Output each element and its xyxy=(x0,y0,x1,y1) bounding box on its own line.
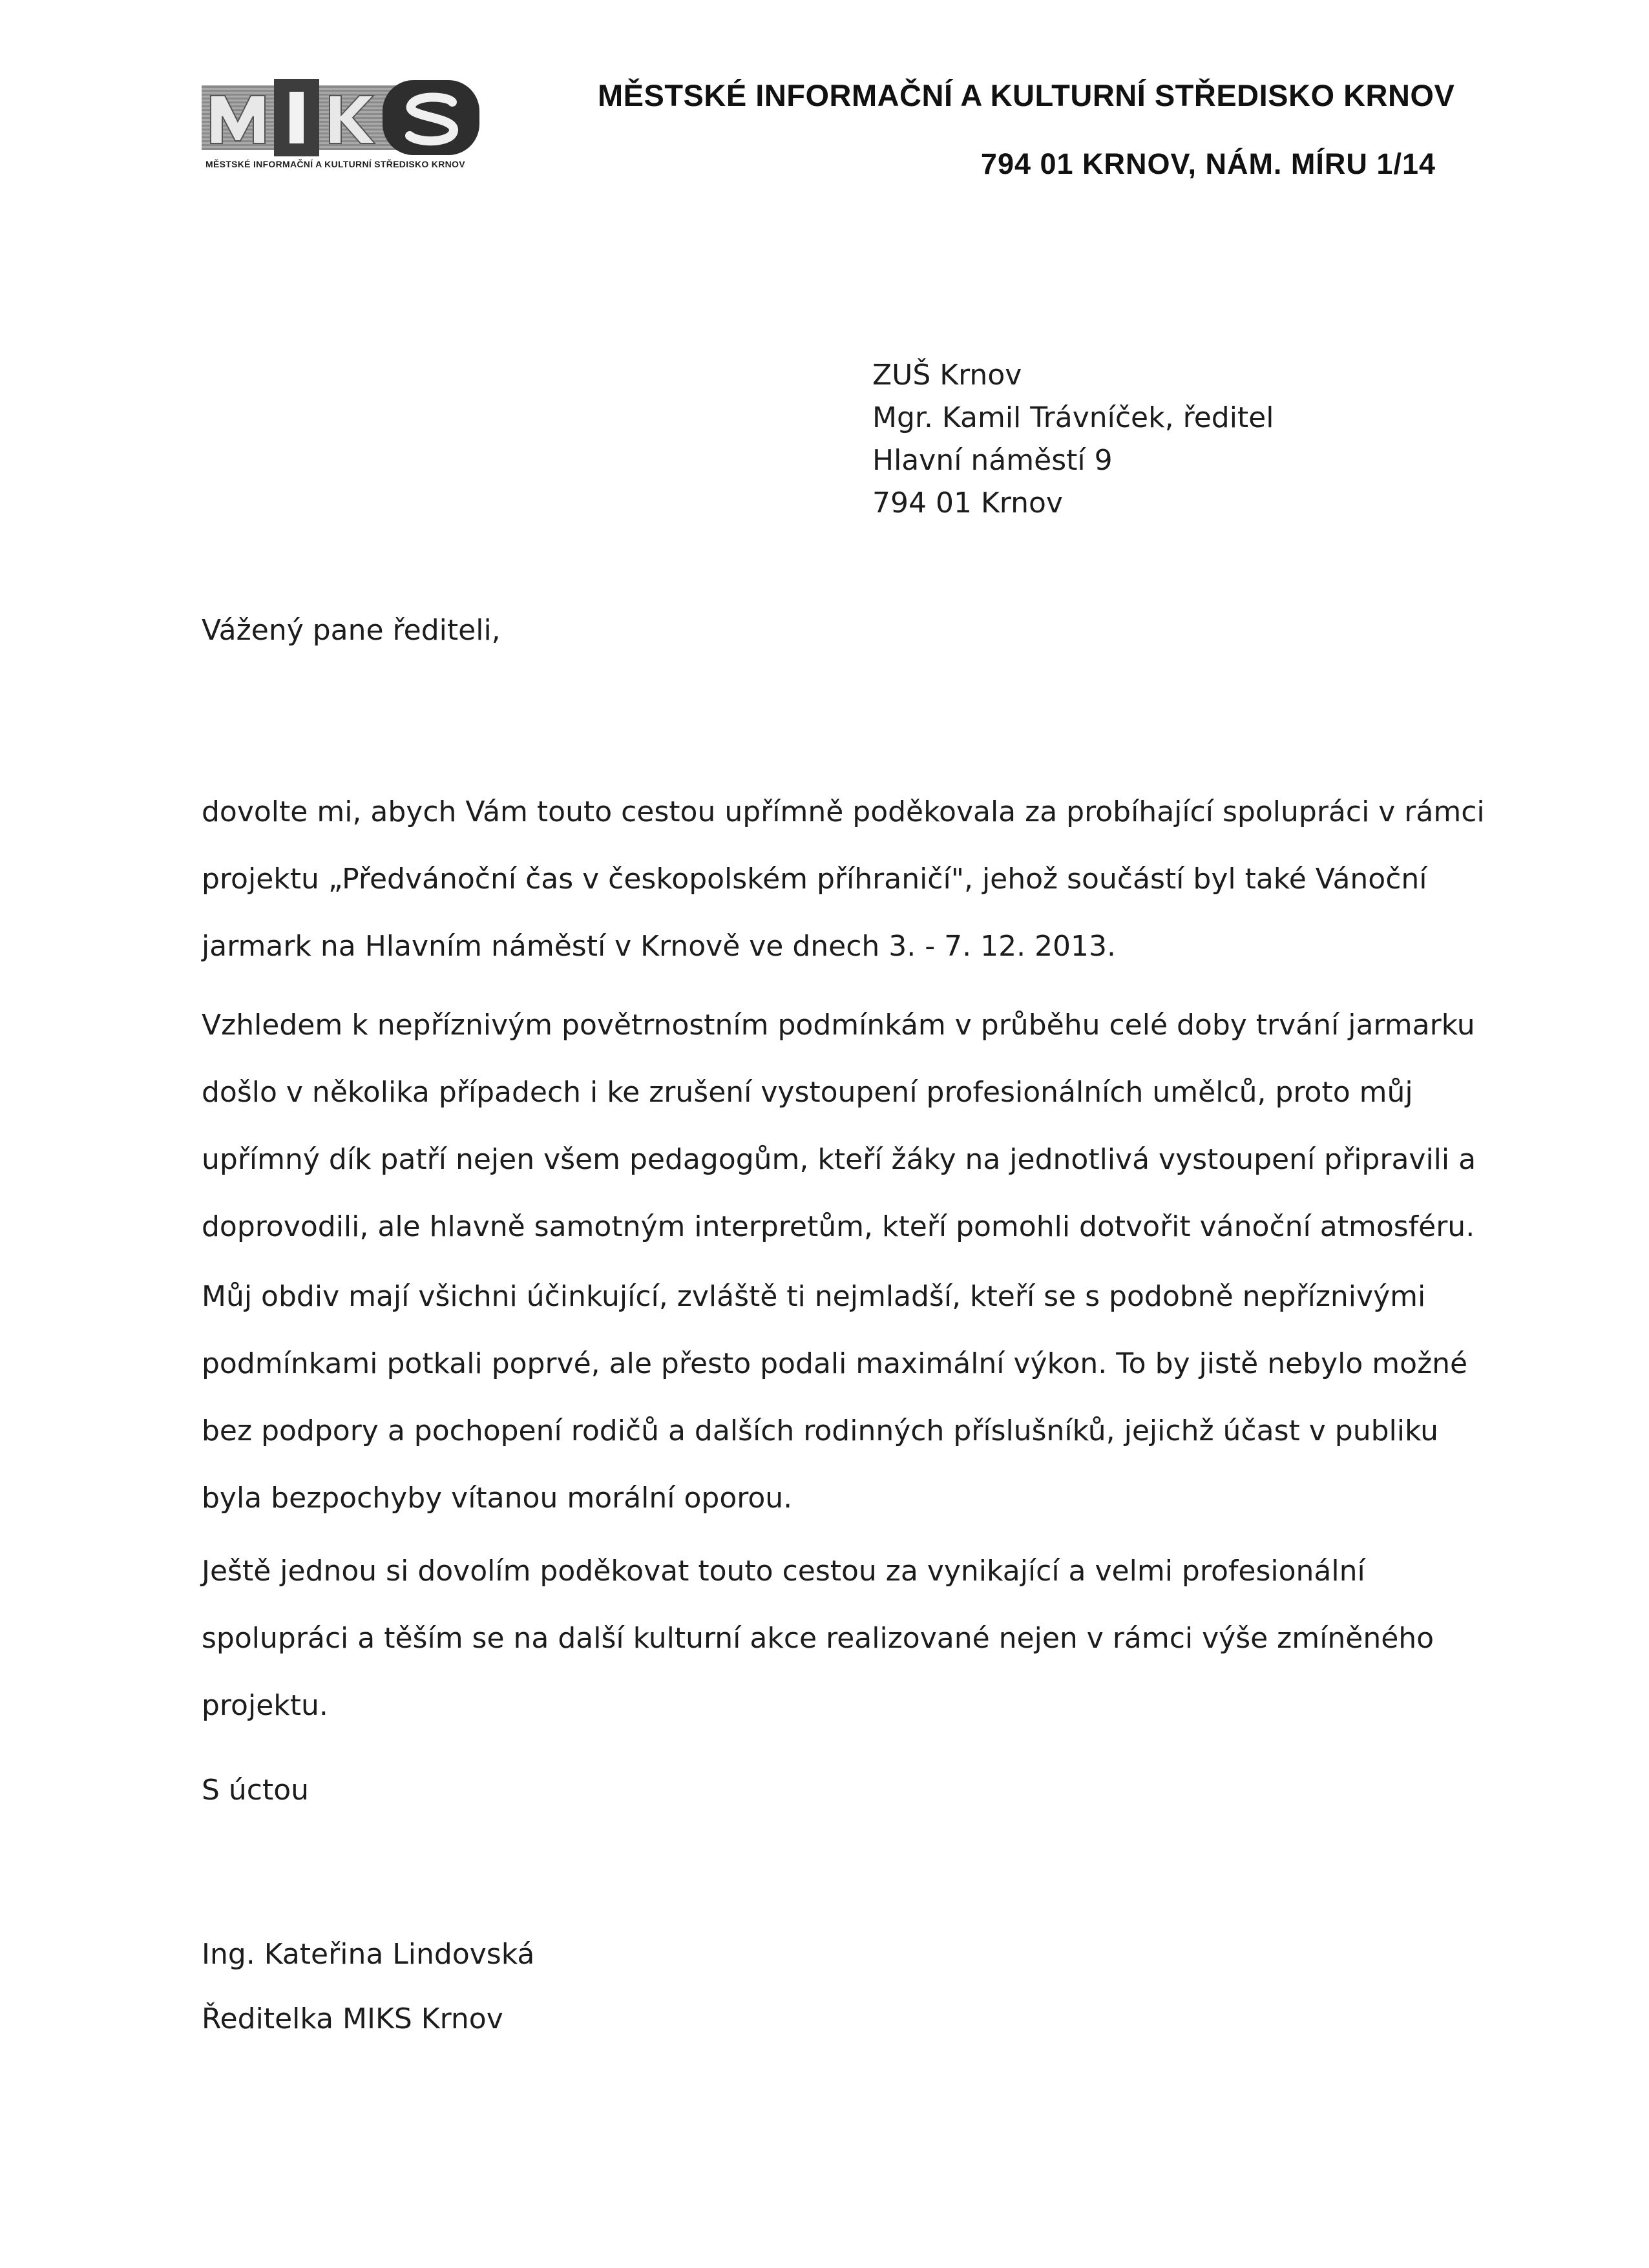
paragraph-line: upřímný dík patří nejen všem pedagogům, kteří žáky na jednotlivá vystoupení připravili a xyxy=(202,1143,1476,1176)
recipient-address xyxy=(872,354,1274,525)
paragraph-line: Můj obdiv mají všichni účinkující, zvláště ti nejmladší, kteří se s podobně nepříznivými xyxy=(202,1280,1426,1313)
recipient-line: Hlavní náměstí 9 xyxy=(872,444,1113,477)
recipient-line: 794 01 Krnov xyxy=(872,487,1063,520)
signatory-name: Ing. Kateřina Lindovská xyxy=(202,1938,535,1971)
recipient-line: ZUŠ Krnov xyxy=(872,359,1022,392)
paragraph-line: Vzhledem k nepříznivým povětrnostním podmínkám v průběhu celé doby trvání jarmarku xyxy=(202,1009,1475,1042)
organization-name: MĚSTSKÉ INFORMAČNÍ A KULTURNÍ STŘEDISKO KRNOV xyxy=(598,78,1455,112)
paragraph-line: došlo v několika případech i ke zrušení vystoupení profesionálních umělců, proto můj xyxy=(202,1076,1413,1109)
paragraph-line: jarmark na Hlavním náměstí v Krnově ve dnech 3. - 7. 12. 2013. xyxy=(202,930,1117,963)
paragraph-line: podmínkami potkali poprvé, ale přesto podali maximální výkon. To by jistě nebylo možné xyxy=(202,1347,1468,1380)
signature-block xyxy=(202,1922,534,2052)
body-paragraph xyxy=(202,1263,1467,1532)
logo-caption: MĚSTSKÉ INFORMAČNÍ A KULTURNÍ STŘEDISKO KRNOV xyxy=(205,159,465,169)
salutation: Vážený pane řediteli, xyxy=(202,614,501,647)
paragraph-line: doprovodili, ale hlavně samotným interpretům, kteří pomohli dotvořit vánoční atmosféru. xyxy=(202,1210,1475,1243)
closing: S úctou xyxy=(202,1774,310,1807)
body-paragraph xyxy=(202,779,1485,980)
signatory-title: Ředitelka MIKS Krnov xyxy=(202,2002,503,2035)
body-paragraph xyxy=(202,1538,1434,1739)
paragraph-line: projektu „Předvánoční čas v českopolském příhraničí", jehož součástí byl také Vánoční xyxy=(202,863,1427,896)
organization-address: 794 01 KRNOV, NÁM. MÍRU 1/14 xyxy=(980,147,1436,180)
paragraph-line: byla bezpochyby vítanou morální oporou. xyxy=(202,1482,793,1515)
paragraph-line: dovolte mi, abych Vám touto cestou upřímně poděkovala za probíhající spolupráci v rámci xyxy=(202,795,1485,828)
paragraph-line: bez podpory a pochopení rodičů a dalších rodinných příslušníků, jejichž účast v publiku xyxy=(202,1414,1438,1447)
body-paragraph xyxy=(202,992,1476,1261)
miks-logo-graphic xyxy=(202,76,486,160)
recipient-line: Mgr. Kamil Trávníček, ředitel xyxy=(872,401,1274,434)
paragraph-line: spolupráci a těším se na další kulturní akce realizované nejen v rámci výše zmíněného xyxy=(202,1622,1434,1655)
paragraph-line: Ještě jednou si dovolím poděkovat touto cestou za vynikající a velmi profesionální xyxy=(202,1555,1365,1588)
paragraph-line: projektu. xyxy=(202,1689,328,1722)
